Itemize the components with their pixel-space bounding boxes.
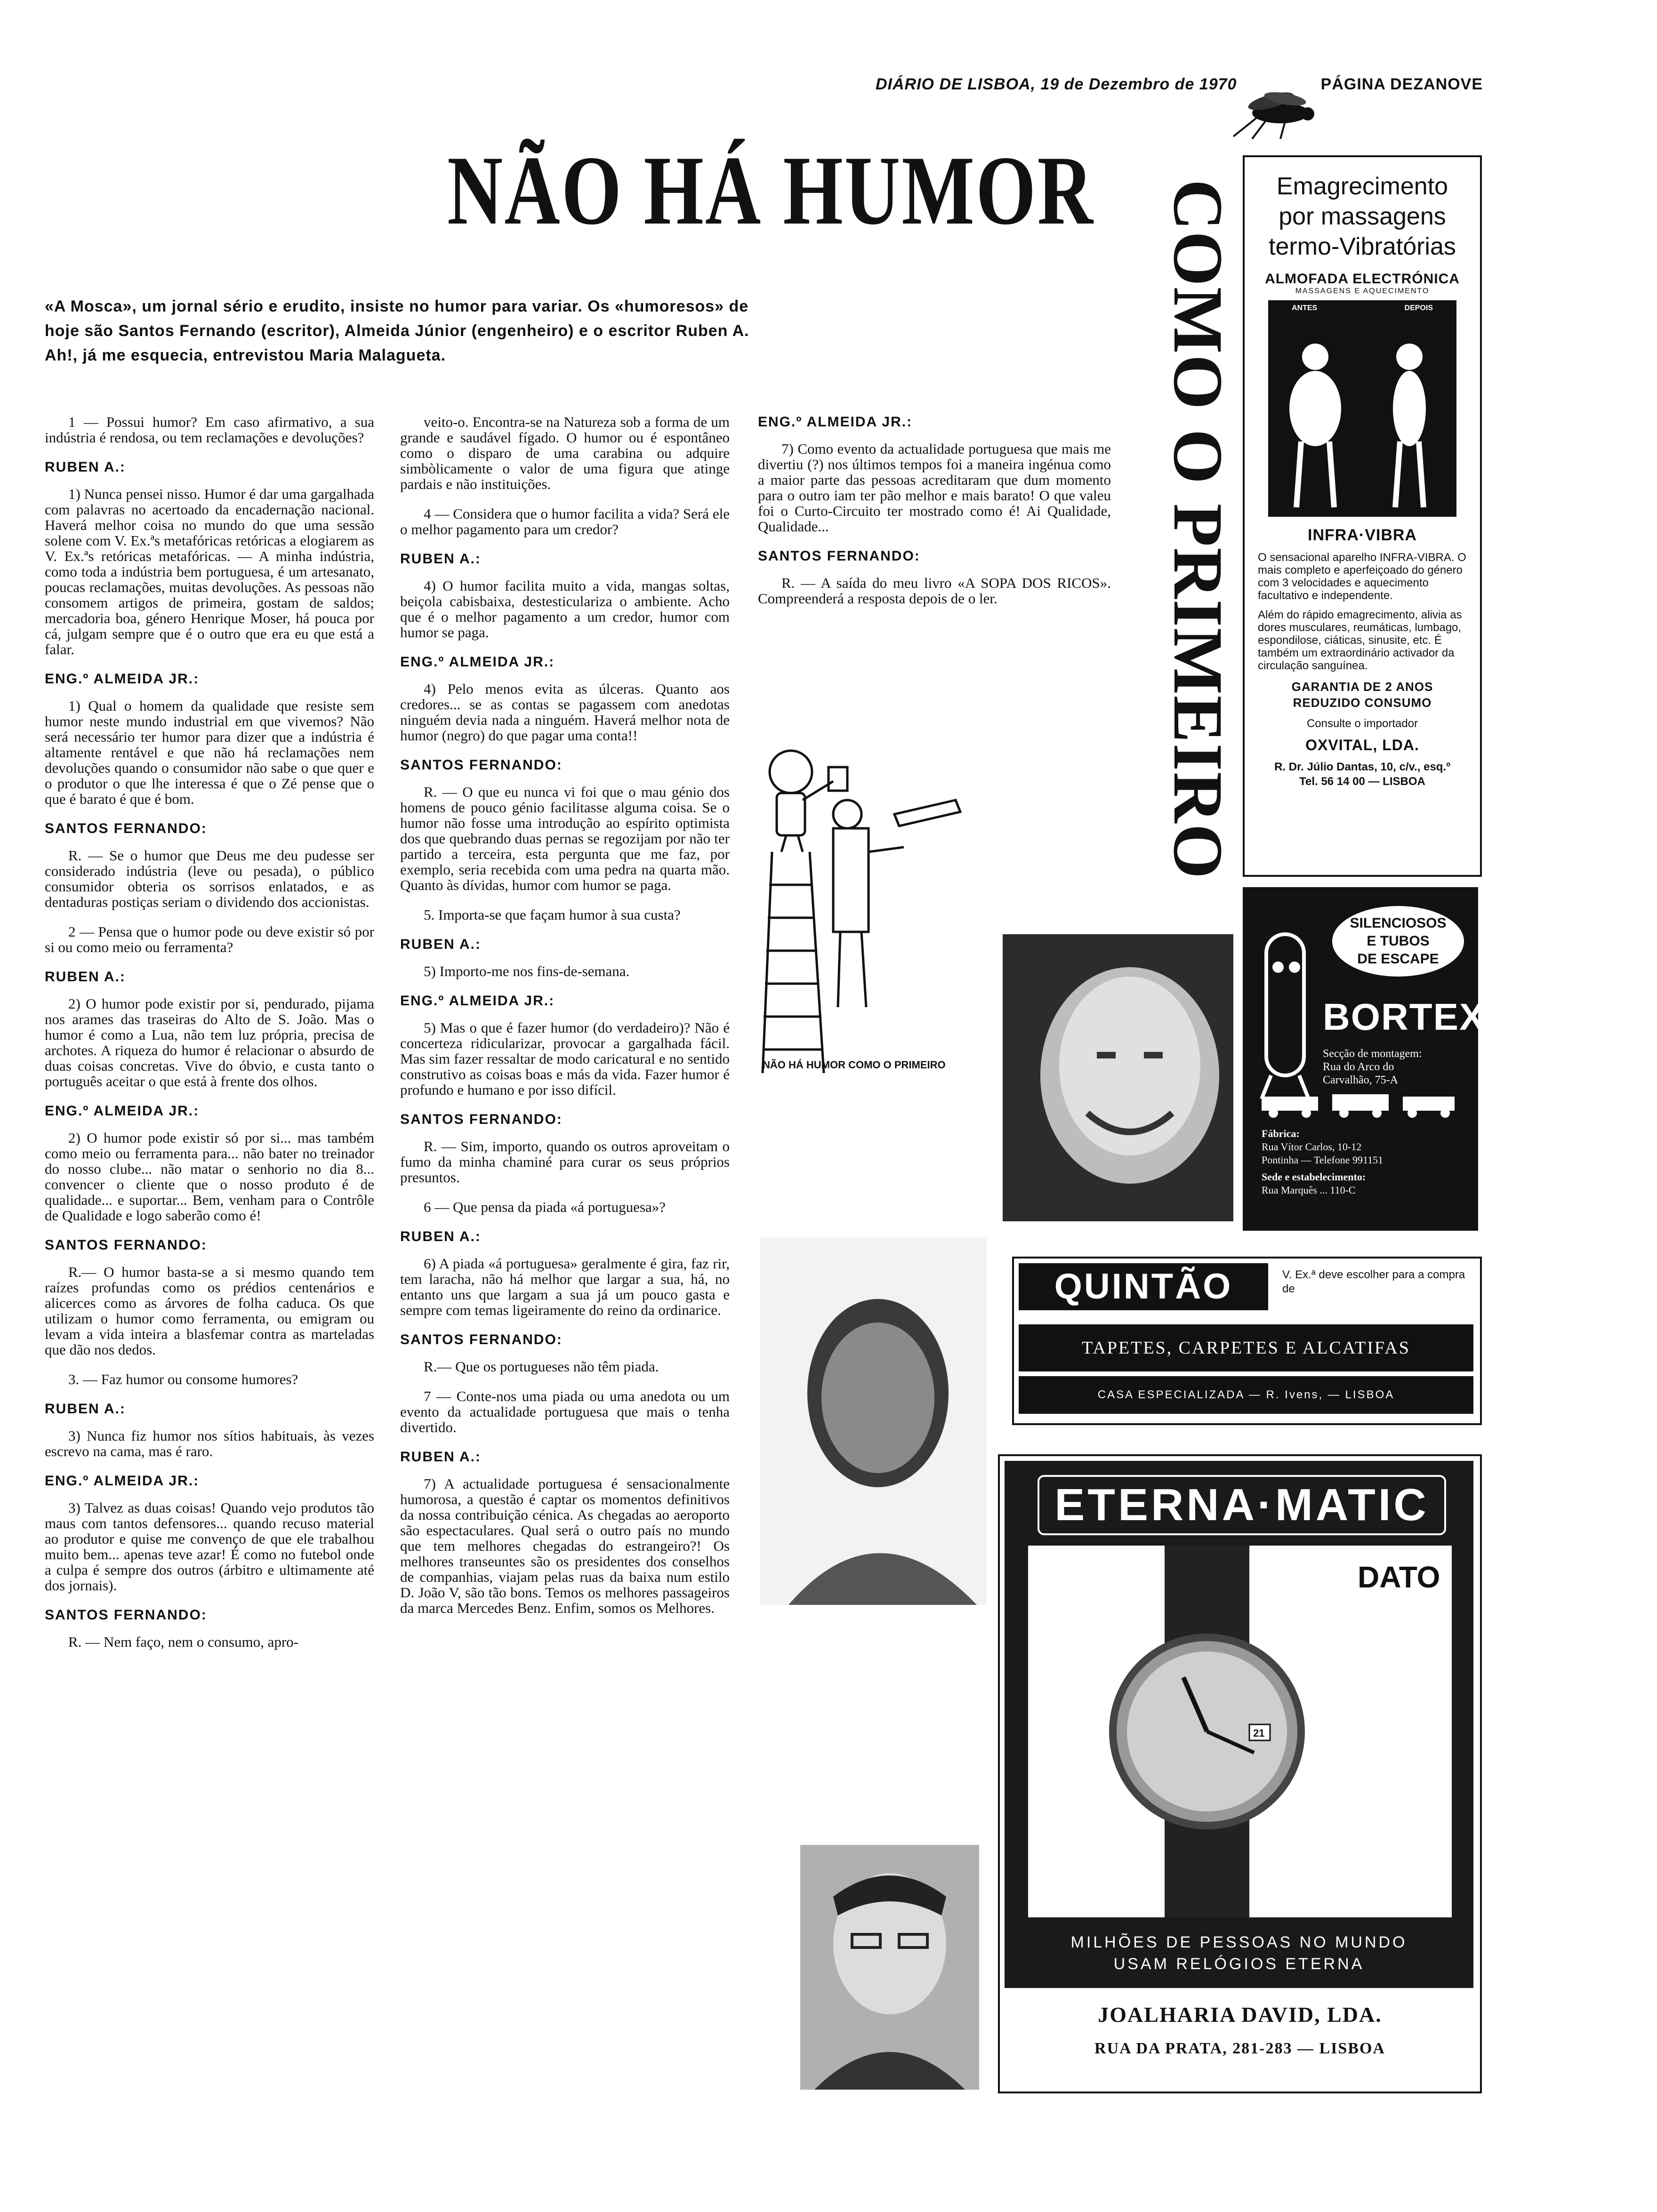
photo-man-glasses — [800, 1845, 979, 2090]
paragraph: R. — O que eu nunca vi foi que o mau génio dos homens de pouco génio facilitasse alguma coisa. Se o humor não fosse uma introdução ao espírito optimista dos que quebrando duas pernas se regozijam por não ter partido a terceira, esta pergunta que me faz, por exemplo, seria recebida com uma pedra na quarta mão. Quanto às dívidas, humor com humor se paga. — [400, 784, 730, 893]
paragraph: 3) Nunca fiz humor nos sítios habituais, às vezes escrevo na cama, mas é raro. — [45, 1427, 374, 1459]
cartoon-illustration — [753, 744, 974, 1082]
ad-hq: Rua Marquês ... 110-C — [1262, 1184, 1356, 1196]
vertical-title-text: COMO O PRIMEIRO — [1159, 179, 1237, 880]
paragraph: 2) O humor pode existir por si, pendurado, pijama nos arames das traseiras do Alto de S. João. Mas o humor é como a Lua, não tem luz própria, precisa de archotes. A riqueza do humor é relacionar o absurdo de duas coisas concretas. Vive do óbvio, e custa tanto o português aceitar o que está à frente dos olhos. — [45, 995, 374, 1090]
ad-oxvital — [1243, 155, 1482, 877]
ad-factory-1: Rua Vítor Carlos, 10-12 — [1262, 1141, 1362, 1153]
article-title: NÃO HÁ HUMOR — [447, 136, 1095, 245]
paragraph: 3. — Faz humor ou consome humores? — [68, 1371, 298, 1387]
ad-factory-label: Fábrica: — [1262, 1128, 1300, 1139]
photo-man-portrait — [760, 1238, 986, 1605]
paragraph: 4 — Considera que o humor facilita a vida? Será ele o melhor pagamento para um credor? — [400, 505, 730, 537]
ad-side-text: V. Ex.ª deve escolher para a compra de — [1282, 1268, 1465, 1295]
article-column-3 — [758, 414, 1111, 620]
speaker-label: ENG.º ALMEIDA JR.: — [758, 414, 913, 430]
speaker-label: SANTOS FERNANDO: — [45, 821, 207, 836]
article-column-2 — [400, 414, 730, 1630]
watch-icon — [1094, 1546, 1320, 1917]
paragraph: 6 — Que pensa da piada «á portuguesa»? — [424, 1199, 666, 1215]
after-label: DEPOIS — [1404, 304, 1433, 312]
ad-text-2: Além do rápido emagrecimento, alivia as dores musculares, reumáticas, lumbago, espondilose, ciáticas, sinusite, etc. É também um extraordinário activador da circulação sanguínea. — [1258, 609, 1462, 672]
paragraph: 1) Nunca pensei nisso. Humor é dar uma gargalhada com palavras no acertoado da encadernação nacional. Haverá melhor coisa no mundo do que uma sessão solene com V. Ex.ªs metafóricas retóricas a elogiarem as V. Ex.ªs retóricas metafóricas. — A minha indústria, como toda a indústria bem portuguesa, é um artesanato, poucas reclamações, muitas devoluções. As pessoas não consomem artigos de primeira, gostam de saldos; mercadoria boa, género Henrique Moser, há pouca por cá, julgam sempre que é o outro que era eu que está a falar. — [45, 486, 374, 657]
ad-line-1: Secção de montagem: — [1323, 1048, 1422, 1060]
paragraph: 1 — Possui humor? Em caso afirmativo, a sua indústria é rendosa, ou tem reclamações e devoluções? — [45, 414, 374, 446]
paragraph: 7) A actualidade portuguesa é sensacionalmente humorosa, a questão é captar os momentos definitivos da nossa contribuição cénica. As chegadas ao aeroporto são espectaculares. Qual será o outro país no mundo que tem melhores chegadas do estrangeiro?! Os melhores transeuntes são os presidentes dos conselhos de companhias, viajam pelas ruas da baixa num estilo D. João V, são tão bons. Temos os melhores passageiros da marca Mercedes Benz. Enfim, somos os Melhores. — [400, 1475, 730, 1616]
silhouette-icon — [1268, 300, 1456, 517]
paragraph: R. — Sim, importo, quando os outros aproveitam o fumo da minha chaminé para curar os seus próprios presuntos. — [400, 1138, 730, 1186]
ad-consult: Consulte o importador — [1306, 717, 1418, 730]
ad-guarantee: GARANTIA DE 2 ANOS — [1291, 680, 1433, 694]
ad-eterna — [998, 1454, 1482, 2093]
ad-product: ALMOFADA ELECTRÓNICA — [1265, 271, 1460, 287]
exhaust-mascot-icon — [1252, 925, 1323, 1104]
ad-product-sub: MASSAGENS E AQUECIMENTO — [1295, 287, 1430, 295]
speaker-label: RUBEN A.: — [45, 969, 126, 985]
speaker-label: SANTOS FERNANDO: — [400, 757, 563, 773]
paragraph: 4) Pelo menos evita as úlceras. Quanto aos credores... se as contas se pagassem com anedotas ninguém devia nada a ninguém. Haverá melhor nota de humor (negro) do que pagar uma conta!! — [400, 681, 730, 744]
article-vertical-title — [1158, 155, 1238, 904]
paragraph: 7 — Conte-nos uma piada ou uma anedota ou um evento da actualidade portuguesa que mais o tenha divertido. — [400, 1388, 730, 1435]
speaker-label: ENG.º ALMEIDA JR.: — [400, 993, 555, 1009]
ad-brand: QUINTÃO — [1019, 1263, 1268, 1310]
ad-factory-2: Pontinha — Telefone 991151 — [1262, 1154, 1384, 1166]
ad-hq-label: Sede e estabelecimento: — [1262, 1171, 1366, 1183]
paragraph: 2 — Pensa que o humor pode ou deve existir só por si ou como meio ou ferramenta? — [45, 923, 374, 955]
page-number: PÁGINA DEZANOVE — [1320, 75, 1483, 93]
paragraph: 1) Qual o homem da qualidade que resiste sem humor neste mundo industrial em que vivemos? Não será necessário ter humor para dizer que a indústria é altamente rentável e que não há reclamações nem devoluções quando o consumidor não sabe o que quer e o produtor o que lhe interessa é que o Zé pense que o que é barato é que é bom. — [45, 697, 374, 807]
badge-line-2: E TUBOS — [1367, 933, 1430, 949]
speaker-label: ENG.º ALMEIDA JR.: — [45, 1473, 200, 1489]
ad-headline-1: Emagrecimento — [1276, 173, 1448, 200]
speaker-label: SANTOS FERNANDO: — [400, 1332, 563, 1347]
ad-headline-2: por massagens — [1279, 203, 1446, 230]
ad-bortex — [1243, 887, 1486, 1231]
paragraph: R.— O humor basta-se a si mesmo quando tem raízes profundas como os prédios centenários e alicerces como as árvores de folha caduca. Os que utilizam o humor como ferramenta, ou emigram ou levam a vida inteira a blasfemar contra as marteladas que dão nos dedos. — [45, 1264, 374, 1358]
ad-line-3: Carvalhão, 75-A — [1323, 1074, 1398, 1086]
speaker-label: ENG.º ALMEIDA JR.: — [45, 671, 200, 687]
ad-products: TAPETES, CARPETES E ALCATIFAS — [1019, 1324, 1473, 1371]
watch-date-window: 21 — [1253, 1727, 1265, 1739]
speaker-label: SANTOS FERNANDO: — [45, 1237, 207, 1253]
paragraph: R. — Se o humor que Deus me deu pudesse ser considerado indústria (leve ou pesada), o público consumidor obteria os sorrisos enlatados, e as dentaduras postiças seriam o dividendo dos accionistas. — [45, 847, 374, 910]
paragraph: 7) Como evento da actualidade portuguesa que mais me divertiu (?) nos últimos tempos foi a maneira ingénua como a maior parte das pessoas acreditaram que dum momento para o outro iam ter pão melhor e mais barato! O que valeu foi o Curto-Circuito ter mostrado como é! Ai Qualidade, Qualidade... — [758, 441, 1111, 535]
ad-company: OXVITAL, LDA. — [1305, 737, 1419, 753]
speaker-label: ENG.º ALMEIDA JR.: — [45, 1103, 200, 1119]
ad-consumption: REDUZIDO CONSUMO — [1293, 696, 1432, 710]
paragraph: R. — Nem faço, nem o consumo, apro- — [68, 1634, 298, 1650]
paragraph: 6) A piada «á portuguesa» geralmente é gira, faz rir, tem laracha, não há melhor que largar a sua, há, no entanto uns que largam a sua já um pouco gasta e sempre com temas ligeiramente do reino da ordinarice. — [400, 1255, 730, 1318]
ad-model: DATO — [1358, 1560, 1440, 1594]
ad-brand: ETERNA·MATIC — [1038, 1475, 1446, 1535]
page-header — [876, 75, 1483, 94]
speaker-label: RUBEN A.: — [400, 937, 481, 952]
article-intro: «A Mosca», um jornal sério e erudito, insiste no humor para variar. Os «humoresos» de hoje são Santos Fernando (escritor), Almeida Júnior (engenheiro) e o escritor Ruben A. Ah!, já me esquecia, entrevistou Maria Malagueta. — [45, 297, 749, 364]
ad-headline-3: termo-Vibratórias — [1269, 233, 1456, 260]
ad-badge — [1332, 906, 1464, 977]
paragraph: 5. Importa-se que façam humor à sua custa? — [424, 906, 681, 923]
paragraph: 5) Mas o que é fazer humor (do verdadeiro)? Não é concerteza ridicularizar, provocar a gargalhada fácil. Mas sim fazer ressaltar de modo caricatural e no sentido construtivo as coisas boas e más da vida. Fazer humor é profundo e humano e por isso difícil. — [400, 1019, 730, 1098]
badge-line-1: SILENCIOSOS — [1350, 915, 1447, 931]
cartoon-caption: NÃO HÁ HUMOR COMO O PRIMEIRO — [763, 1059, 946, 1071]
ad-before-after-image — [1268, 300, 1456, 517]
badge-line-3: DE ESCAPE — [1357, 951, 1439, 967]
ad-slogan-2: USAM RELÓGIOS ETERNA — [1113, 1955, 1365, 1973]
speaker-label: SANTOS FERNANDO: — [45, 1607, 207, 1623]
ad-jeweller: JOALHARIA DAVID, LDA. — [1098, 2003, 1382, 2027]
speaker-label: RUBEN A.: — [400, 551, 481, 567]
cars-icon — [1257, 1085, 1464, 1118]
before-label: ANTES — [1292, 304, 1318, 312]
ad-text-1: O sensacional aparelho INFRA-VIBRA. O mais completo e aperfeiçoado do género com 3 velocidades e aquecimento facultativo e independente. — [1258, 551, 1466, 602]
ad-phone: Tel. 56 14 00 — LISBOA — [1299, 775, 1425, 788]
ad-slogan-1: MILHÕES DE PESSOAS NO MUNDO — [1070, 1933, 1408, 1951]
ad-quintao — [1012, 1257, 1482, 1425]
speaker-label: SANTOS FERNANDO: — [758, 548, 920, 564]
paragraph: 4) O humor facilita muito a vida, mangas soltas, beiçola cabisbaixa, destesticularizа o ambiente. Acho que é o melhor pagamento a um credor, humor com humor se paga. — [400, 577, 730, 641]
paragraph: 3) Talvez as duas coisas! Quando vejo produtos tão maus com tantos defensores... quando recuso material ao produtor e quise me convenço de que ele trabalhou muito bem... apenas teve azar! É como no futebol onde a culpa é sempre dos outros (árbitro e ultimamente até dos jornais). — [45, 1499, 374, 1594]
newspaper-date: DIÁRIO DE LISBOA, 19 de Dezembro de 1970 — [876, 75, 1237, 93]
paragraph: R.— Que os portugueses não têm piada. — [424, 1358, 659, 1375]
fly-icon — [1224, 89, 1318, 141]
paragraph: veito-o. Encontra-se na Natureza sob a forma de um grande e saudável fígado. O humor ou é espontâneo como o disparo de uma carabina ou adquire simbòlicamente o valor de uma figura que atinge pardais e não instituições. — [400, 414, 730, 492]
paragraph: R. — A saída do meu livro «A SOPA DOS RICOS». Compreenderá a resposta depois de o ler. — [758, 575, 1111, 607]
speaker-label: RUBEN A.: — [45, 459, 126, 475]
speaker-label: SANTOS FERNANDO: — [400, 1112, 563, 1127]
article-column-1 — [45, 414, 374, 1664]
paragraph: 5) Importo-me nos fins-de-semana. — [424, 963, 630, 979]
speaker-label: RUBEN A.: — [45, 1401, 126, 1417]
speaker-label: RUBEN A.: — [400, 1229, 481, 1244]
ad-bottom: CASA ESPECIALIZADA — R. Ivens, — LISBOA — [1019, 1376, 1473, 1414]
ad-address: R. Dr. Júlio Dantas, 10, c/v., esq.º — [1274, 761, 1450, 773]
speaker-label: RUBEN A.: — [400, 1449, 481, 1465]
ad-address: RUA DA PRATA, 281-283 — LISBOA — [1094, 2040, 1385, 2057]
ad-brand: INFRA·VIBRA — [1308, 526, 1417, 544]
ad-line-2: Rua do Arco do — [1323, 1061, 1394, 1073]
photo-man-laughing — [1003, 934, 1233, 1221]
paragraph: 2) O humor pode existir só por si... mas também como meio ou ferramenta para... não bater no treinador do nosso clube... não matar o senhorio no dia 8... convencer o cliente que o nosso produto é de qualidade... e suportar... Bem, venham para o Contrôle de Qualidade e logo saberão como é! — [45, 1130, 374, 1224]
speaker-label: ENG.º ALMEIDA JR.: — [400, 654, 555, 670]
ad-brand: BORTEX — [1323, 996, 1486, 1038]
